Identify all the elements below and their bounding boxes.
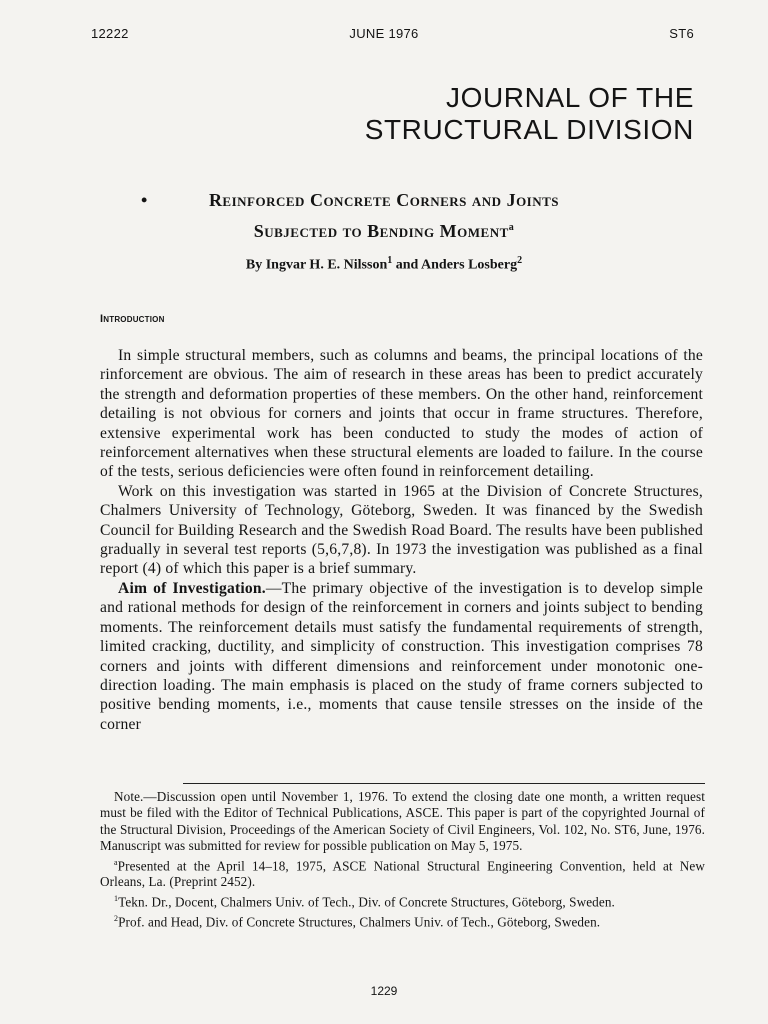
article-title [0, 186, 768, 245]
author2-footnote-mark: 2 [517, 255, 523, 266]
title-bullet: • [141, 190, 148, 210]
paragraph-1: In simple structural members, such as columns and beams, the principal locations of the rinforcement are obvious. The aim of research in these areas has been to predict accurately the strength and deformation properties of these members. On the other hand, reinforcement detailing is not obvious for corners and joints that occur in frame structures. Therefore, extensive experimental work has been conducted to study the modes of action of reinforcement alternatives when these structural elements are loaded to failure. In the course of the tests, serious deficiencies were often found in reinforcement detailing. [100, 347, 703, 481]
footnote-1 [100, 891, 705, 911]
article-title-line1: Reinforced Concrete Corners and Joints [208, 190, 560, 210]
title-footnote-mark: a [508, 222, 515, 233]
paragraph-2: Work on this investigation was started in 1965 at the Division of Concrete Structures, Chalmers University of Technology, Göteborg, Sweden. It was financed by the Swedish Council for Building Research and the Swedish Road Board. The results have been published gradually in several test reports (5,6,7,8). In 1973 the investigation was published as a final report (4) of which this paper is a brief summary. [100, 482, 703, 578]
header-date: JUNE 1976 [349, 26, 419, 41]
article-title-line2-text: Subjected to Bending Moment [253, 221, 509, 241]
footnote-2-text: Prof. and Head, Div. of Concrete Structures, Chalmers Univ. of Tech., Göteborg, Sweden. [118, 914, 601, 930]
paragraph-3-text: —The primary objective of the investigation is to develop simple and rational methods for design of the reinforcement in corners and joints subject to bending moments. The reinforcement details must satisfy the fundamental requirements of strength, limited cracking, ductility, and simplicity of construction. This investigation comprises 78 corners and joints with different dimensions and reinforcement under monotonic one-direction loading. The main emphasis is placed on the study of frame corners subjected to positive bending moments, i.e., moments that cause tensile stresses on the inside of the corner [100, 579, 703, 733]
article-title-line2 [0, 214, 768, 245]
paragraph-3 [100, 579, 703, 734]
footnote-1-text: Tekn. Dr., Docent, Chalmers Univ. of Tech., Div. of Concrete Structures, Göteborg, Sweden. [118, 894, 615, 910]
journal-title-line2: STRUCTURAL DIVISION [364, 114, 694, 145]
footnote-2-mark: 2 [114, 913, 119, 923]
footnote-2 [100, 911, 705, 931]
byline-author2: and Anders Losberg [395, 257, 518, 273]
author1-footnote-mark: 1 [387, 255, 393, 266]
footnotes [100, 789, 705, 930]
footnote-a-mark: a [114, 857, 118, 867]
article-body [100, 346, 703, 734]
byline-author1: By Ingvar H. E. Nilsson [245, 257, 388, 273]
footnote-1-mark: 1 [114, 893, 119, 903]
footnote-a [100, 855, 705, 891]
journal-title [365, 82, 694, 146]
journal-title-line1: JOURNAL OF THE [446, 82, 694, 113]
aim-of-investigation-heading: Aim of Investigation. [118, 579, 266, 597]
section-heading-introduction: Introduction [100, 313, 165, 325]
footnote-a-text: Presented at the April 14–18, 1975, ASCE National Structural Engineering Convention, held at New Orleans, La. (Preprint 2452). [100, 858, 705, 890]
footnote-divider [183, 783, 705, 784]
footnote-note: Note.—Discussion open until November 1, 1976. To extend the closing date one month, a written request must be filed with the Editor of Technical Publications, ASCE. This paper is part of the copyrighted Journal of the Structural Division, Proceedings of the American Society of Civil Engineers, Vol. 102, No. ST6, June, 1976. Manuscript was submitted for review for possible publication on May 5, 1975. [100, 789, 705, 854]
page-number: 1229 [370, 984, 398, 998]
byline [0, 255, 768, 274]
header-issue-number: 12222 [91, 26, 129, 41]
header-journal-code: ST6 [669, 26, 694, 41]
